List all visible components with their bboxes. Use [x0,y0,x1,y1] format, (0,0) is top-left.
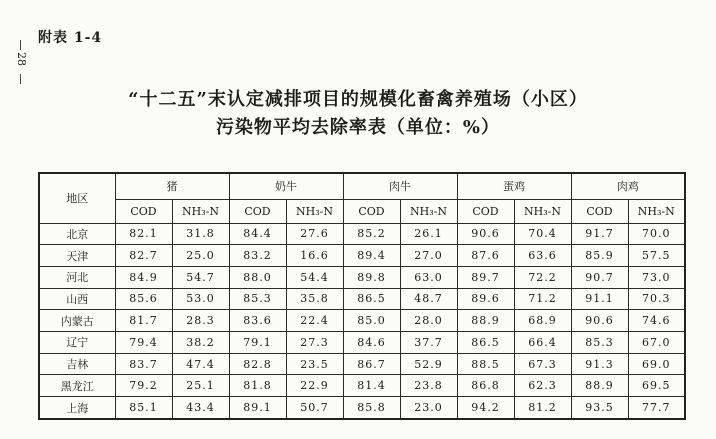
nh3n-value-cell: 37.7 [400,332,457,354]
nh3n-value-cell: 52.9 [400,353,457,375]
cod-value-cell: 88.9 [457,310,514,332]
nh3n-value-cell: 81.2 [514,397,571,419]
table-row [39,266,685,288]
subheader-cod: COD [115,199,172,223]
group-header-pig: 猪 [115,173,229,199]
nh3n-value-cell: 57.5 [628,245,685,267]
region-name-cell: 上海 [39,397,115,419]
cod-value-cell: 88.5 [457,353,514,375]
cod-value-cell: 89.6 [457,288,514,310]
nh3n-value-cell: 66.4 [514,332,571,354]
table-row [39,223,685,245]
region-name-cell: 北京 [39,223,115,245]
table-row [39,353,685,375]
subheader-nh3n: NH₃-N [286,199,343,223]
cod-value-cell: 85.3 [571,332,628,354]
cod-value-cell: 79.1 [229,332,286,354]
cod-value-cell: 85.1 [115,397,172,419]
cod-value-cell: 81.4 [343,375,400,397]
appendix-label: 附表 1-4 [38,30,103,46]
region-name-cell: 山西 [39,288,115,310]
nh3n-value-cell: 16.6 [286,245,343,267]
page-number: 28 [15,52,28,66]
nh3n-value-cell: 48.7 [400,288,457,310]
cod-value-cell: 89.4 [343,245,400,267]
table-title-line2: 污染物平均去除率表（单位：%） [215,117,501,138]
cod-value-cell: 86.8 [457,375,514,397]
cod-value-cell: 94.2 [457,397,514,419]
nh3n-value-cell: 54.7 [172,266,229,288]
group-header-broiler-chicken: 肉鸡 [571,173,685,199]
nh3n-value-cell: 54.4 [286,266,343,288]
subheader-cod: COD [571,199,628,223]
nh3n-value-cell: 31.8 [172,223,229,245]
nh3n-value-cell: 74.6 [628,310,685,332]
cod-value-cell: 91.3 [571,353,628,375]
cod-value-cell: 83.6 [229,310,286,332]
cod-value-cell: 86.5 [343,288,400,310]
nh3n-value-cell: 25.1 [172,375,229,397]
cod-value-cell: 82.1 [115,223,172,245]
nh3n-value-cell: 69.0 [628,353,685,375]
nh3n-value-cell: 27.0 [400,245,457,267]
cod-value-cell: 89.8 [343,266,400,288]
nh3n-value-cell: 23.5 [286,353,343,375]
cod-value-cell: 83.2 [229,245,286,267]
subheader-nh3n: NH₃-N [514,199,571,223]
cod-value-cell: 91.1 [571,288,628,310]
table-row [39,288,685,310]
nh3n-value-cell: 70.0 [628,223,685,245]
nh3n-value-cell: 25.0 [172,245,229,267]
nh3n-value-cell: 70.3 [628,288,685,310]
page-number-rule-top [20,40,21,50]
region-column-header: 地区 [39,173,115,223]
region-name-cell: 天津 [39,245,115,267]
page-number-rule-bottom [20,74,21,84]
nh3n-value-cell: 69.5 [628,375,685,397]
group-header-dairy-cow: 奶牛 [229,173,343,199]
table-row [39,310,685,332]
cod-value-cell: 89.7 [457,266,514,288]
cod-value-cell: 81.7 [115,310,172,332]
region-name-cell: 吉林 [39,353,115,375]
nh3n-value-cell: 77.7 [628,397,685,419]
group-header-layer-chicken: 蛋鸡 [457,173,571,199]
nh3n-value-cell: 23.8 [400,375,457,397]
nh3n-value-cell: 67.3 [514,353,571,375]
cod-value-cell: 86.5 [457,332,514,354]
cod-value-cell: 79.2 [115,375,172,397]
cod-value-cell: 84.9 [115,266,172,288]
cod-value-cell: 90.7 [571,266,628,288]
table-title-line1: “十二五”末认定减排项目的规模化畜禽养殖场（小区） [128,89,588,110]
table-body [39,223,685,419]
nh3n-value-cell: 22.9 [286,375,343,397]
nh3n-value-cell: 35.8 [286,288,343,310]
cod-value-cell: 90.6 [457,223,514,245]
removal-rate-table [38,172,686,420]
nh3n-value-cell: 27.6 [286,223,343,245]
nh3n-value-cell: 63.6 [514,245,571,267]
nh3n-value-cell: 70.4 [514,223,571,245]
cod-value-cell: 85.0 [343,310,400,332]
cod-value-cell: 87.6 [457,245,514,267]
subheader-nh3n: NH₃-N [172,199,229,223]
nh3n-value-cell: 50.7 [286,397,343,419]
cod-value-cell: 84.6 [343,332,400,354]
nh3n-value-cell: 43.4 [172,397,229,419]
nh3n-value-cell: 22.4 [286,310,343,332]
nh3n-value-cell: 73.0 [628,266,685,288]
cod-value-cell: 90.6 [571,310,628,332]
region-name-cell: 内蒙古 [39,310,115,332]
cod-value-cell: 85.2 [343,223,400,245]
group-header-beef-cattle: 肉牛 [343,173,457,199]
nh3n-value-cell: 28.3 [172,310,229,332]
cod-value-cell: 85.8 [343,397,400,419]
cod-value-cell: 88.9 [571,375,628,397]
subheader-nh3n: NH₃-N [628,199,685,223]
cod-value-cell: 86.7 [343,353,400,375]
nh3n-value-cell: 68.9 [514,310,571,332]
region-name-cell: 辽宁 [39,332,115,354]
region-name-cell: 河北 [39,266,115,288]
table-row [39,397,685,419]
cod-value-cell: 79.4 [115,332,172,354]
subheader-cod: COD [343,199,400,223]
subheader-cod: COD [229,199,286,223]
nh3n-value-cell: 23.0 [400,397,457,419]
table-row [39,332,685,354]
nh3n-value-cell: 28.0 [400,310,457,332]
nh3n-value-cell: 72.2 [514,266,571,288]
table-row [39,245,685,267]
nh3n-value-cell: 63.0 [400,266,457,288]
cod-value-cell: 83.7 [115,353,172,375]
nh3n-value-cell: 47.4 [172,353,229,375]
cod-value-cell: 88.0 [229,266,286,288]
nh3n-value-cell: 71.2 [514,288,571,310]
subheader-nh3n: NH₃-N [400,199,457,223]
cod-value-cell: 85.3 [229,288,286,310]
cod-value-cell: 81.8 [229,375,286,397]
cod-value-cell: 84.4 [229,223,286,245]
nh3n-value-cell: 26.1 [400,223,457,245]
cod-value-cell: 91.7 [571,223,628,245]
nh3n-value-cell: 27.3 [286,332,343,354]
cod-value-cell: 89.1 [229,397,286,419]
cod-value-cell: 82.8 [229,353,286,375]
nh3n-value-cell: 53.0 [172,288,229,310]
cod-value-cell: 93.5 [571,397,628,419]
nh3n-value-cell: 62.3 [514,375,571,397]
nh3n-value-cell: 38.2 [172,332,229,354]
subheader-cod: COD [457,199,514,223]
cod-value-cell: 85.6 [115,288,172,310]
nh3n-value-cell: 67.0 [628,332,685,354]
region-name-cell: 黑龙江 [39,375,115,397]
cod-value-cell: 82.7 [115,245,172,267]
cod-value-cell: 85.9 [571,245,628,267]
table-row [39,375,685,397]
page-number-mark [14,40,28,84]
